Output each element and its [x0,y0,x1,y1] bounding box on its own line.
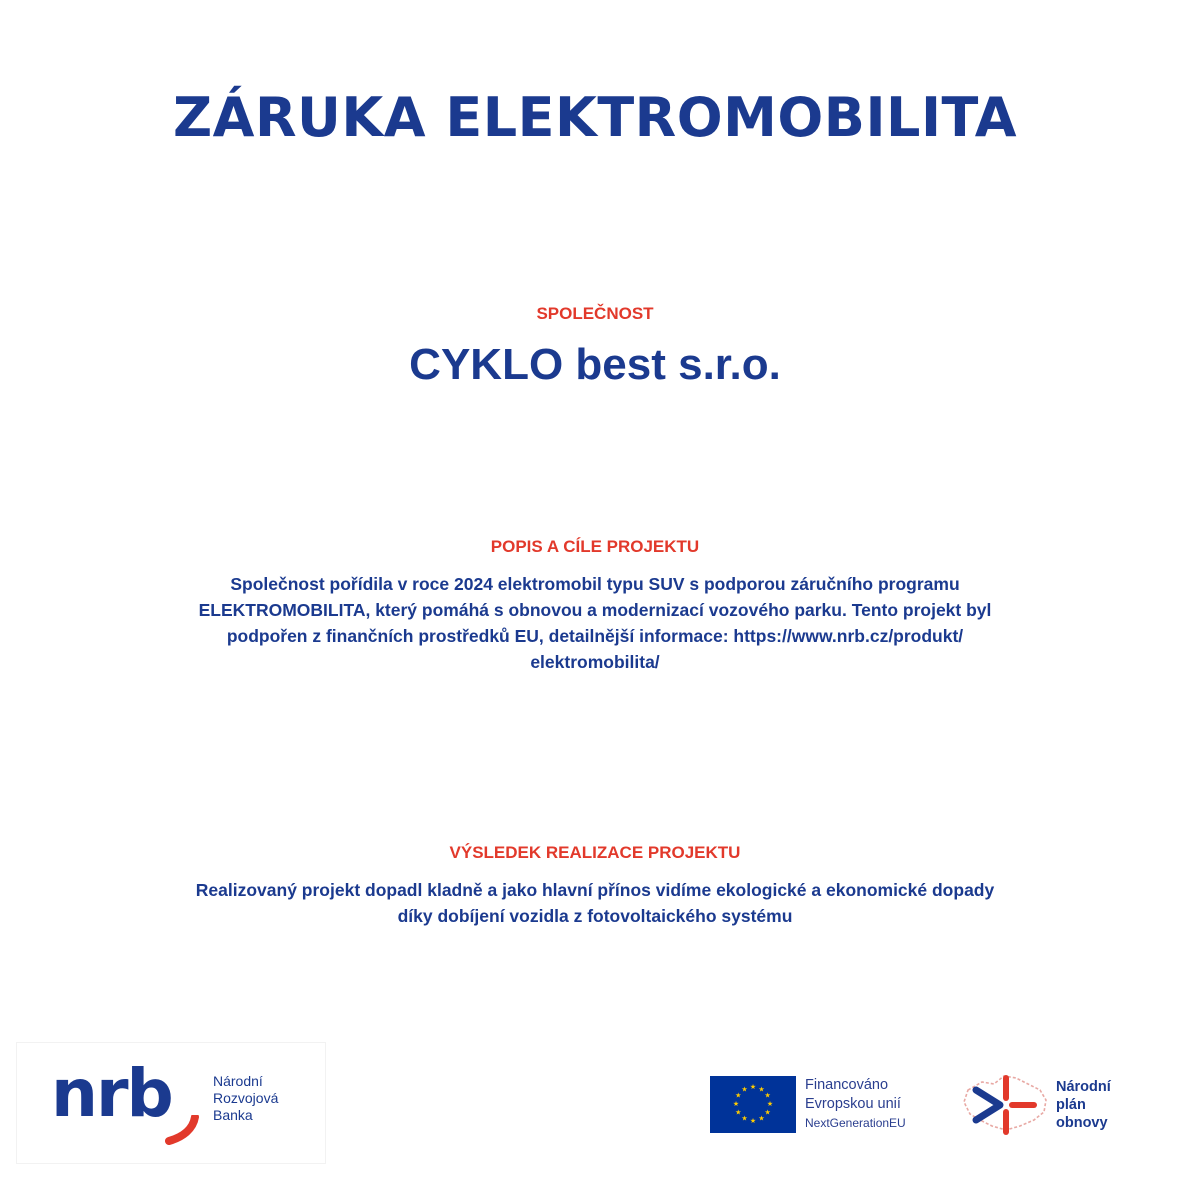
eu-funding-text: Financováno Evropskou unií NextGenerationEU [805,1077,906,1130]
result-line: Realizovaný projekt dopadl kladně a jako hlavní přínos vidíme ekologické a ekonomické dopady [195,880,995,900]
description-text [140,571,1050,675]
svg-text:★: ★ [764,1108,771,1117]
svg-text:★: ★ [764,1091,771,1100]
description-line: Společnost pořídila v roce 2024 elektromobil typu SUV s podporou záručního programu [230,574,960,594]
svg-text:★: ★ [758,1085,765,1094]
result-line: díky dobíjení vozidla z fotovoltaického systému [397,906,793,926]
npo-logo-icon [960,1068,1052,1142]
eu-flag-icon [710,1076,796,1133]
svg-text:★: ★ [749,1117,757,1125]
nrb-logo [16,1042,326,1164]
page-title: ZÁRUKA ELEKTROMOBILITA [173,86,1017,149]
nrb-wordmark: nrb [51,1055,172,1132]
description-line: podpořen z finančních prostředků EU, detailnější informace: https://www.nrb.cz/produkt/ [226,626,964,646]
svg-text:★: ★ [741,1085,748,1094]
svg-text:★: ★ [741,1114,748,1123]
description-line: elektromobilita/ [530,652,660,672]
company-name: CYKLO best s.r.o. [409,340,781,389]
svg-text:★: ★ [735,1108,742,1117]
svg-text:★: ★ [766,1100,774,1108]
nrb-name: Národní Rozvojová Banka [213,1073,279,1123]
npo-text: Národní plán obnovy [1056,1079,1111,1131]
svg-text:★: ★ [735,1091,742,1100]
svg-text:★: ★ [732,1100,740,1108]
description-label: POPIS A CÍLE PROJEKTU [490,537,700,556]
nrb-swoosh-icon [165,1115,215,1145]
svg-text:★: ★ [749,1083,757,1091]
eu-stars-icon [710,1076,796,1133]
svg-text:★: ★ [758,1114,765,1123]
result-text [140,877,1050,929]
result-label: VÝSLEDEK REALIZACE PROJEKTU [449,843,741,862]
description-line: ELEKTROMOBILITA, který pomáhá s obnovou a modernizací vozového parku. Tento projekt byl [198,600,992,620]
company-label: SPOLEČNOST [536,304,654,323]
